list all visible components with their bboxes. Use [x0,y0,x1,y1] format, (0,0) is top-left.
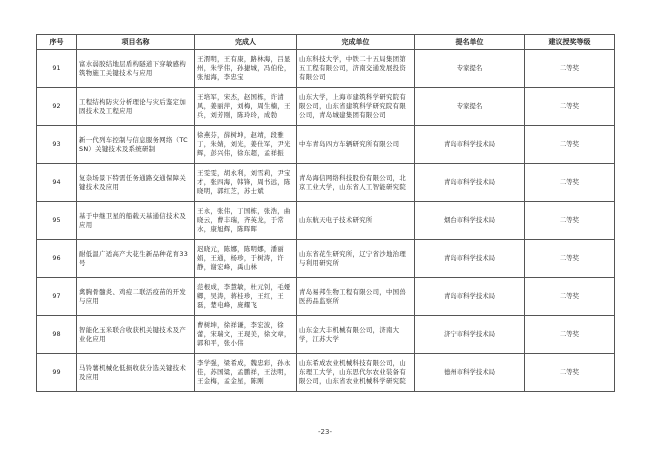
awards-table-wrapper [36,34,614,392]
row-nominator: 专家提名 [415,50,525,88]
row-award: 二等奖 [525,126,615,164]
row-units [297,316,415,354]
header-nominator: 提名单位 [415,35,525,50]
row-award: 二等奖 [525,278,615,316]
row-units-text: 山东省花生研究所，辽宁省沙地治理与利用研究所 [299,249,407,267]
row-people [195,126,297,164]
row-people-text: 王渭明，王有康，路林海，吕显州，朱学伟，孙捷城，冯伯伦，张旭海，李忠宝 [197,55,291,81]
row-project-name [77,126,195,164]
row-no: 98 [37,316,77,354]
row-units-text: 山东金大丰机械有限公司，济南大学，江苏大学 [299,325,400,343]
row-units-text: 山东航天电子技术研究所 [299,216,373,224]
row-award: 二等奖 [525,316,615,354]
row-no: 91 [37,50,77,88]
table-row [37,240,615,278]
row-people-text: 范根成，李慧敏，杜元钊，毛娅卿，吴涛，蒋桂珍，王红，王磊，楚电峰，庞耀飞 [197,283,291,309]
row-units [297,354,415,392]
table-row [37,202,615,240]
row-no: 94 [37,164,77,202]
row-nominator: 青岛市科学技术局 [415,164,525,202]
row-project-name [77,50,195,88]
table-row [37,126,615,164]
header-people: 完成人 [195,35,297,50]
row-no: 93 [37,126,77,164]
row-people [195,164,297,202]
table-row [37,278,615,316]
row-people [195,240,297,278]
header-project-name: 项目名称 [77,35,195,50]
row-project-name-text: 禽胸骨髓炎、鸡痘二联活疫苗的开发与应用 [79,287,187,305]
table-header-row [37,35,615,50]
row-project-name [77,202,195,240]
row-people-text: 徐燕芬，薛树坤，赵靖，段雅丁，朱婧，刘光，姜仕军，尹光辉，彭兴伟，徐东超，孟祥振 [197,131,291,157]
row-project-name-text: 基于中继卫星的船载天基通信技术及应用 [79,211,187,229]
row-people [195,202,297,240]
row-award: 二等奖 [525,88,615,126]
table-body [37,50,615,392]
row-project-name-text: 复杂场景下特需任务通路交通保障关键技术及应用 [79,173,187,191]
row-project-name-text: 智能化玉米联合收获机关键技术及产业化应用 [79,325,187,343]
header-no: 序号 [37,35,77,50]
row-units [297,88,415,126]
row-award: 二等奖 [525,240,615,278]
table-row [37,354,615,392]
row-units-text: 青岛海信网络科技股份有限公司，北京工业大学，山东省人工智能研究院 [299,173,407,191]
row-no: 96 [37,240,77,278]
row-project-name-text: 工程结构防灾分析理论与灾后鉴定加固技术及工程应用 [79,97,187,115]
row-nominator: 青岛市科学技术局 [415,126,525,164]
row-award: 二等奖 [525,164,615,202]
row-award: 二等奖 [525,50,615,88]
row-project-name-text: 富水弱胶结地层盾构隧道下穿敏感构筑物施工关键技术与应用 [79,59,187,77]
row-nominator: 青岛市科学技术局 [415,240,525,278]
row-nominator: 德州市科学技术局 [415,354,525,392]
row-units-text: 山东科技大学，中铁二十五局集团第五工程有限公司，济南交通发展投资有限公司 [299,55,407,81]
row-units-text: 中车青岛四方车辆研究所有限公司 [299,140,400,148]
row-units [297,126,415,164]
row-people [195,316,297,354]
row-people-text: 王永，张伟，丁国栋，张浩，曲晓云，曹丰瑞，齐英龙，于常水，康旭辉，陈晖晖 [197,207,291,233]
row-nominator: 青岛市科学技术局 [415,278,525,316]
row-award: 二等奖 [525,354,615,392]
table-row [37,88,615,126]
row-units-text: 山东大学，上海市建筑科学研究院有限公司，山东省建筑科学研究院有限公司，青岛城建集团有限公司 [299,93,407,119]
row-people [195,354,297,392]
row-people [195,88,297,126]
table-row [37,164,615,202]
row-nominator: 烟台市科学技术局 [415,202,525,240]
row-people [195,50,297,88]
row-project-name-text: 耐低温广适高产大花生新品种花育33号 [79,249,189,267]
row-project-name [77,88,195,126]
row-units-text: 青岛易邦生物工程有限公司，中国兽医药品监察所 [299,287,407,305]
row-project-name [77,278,195,316]
row-units [297,50,415,88]
row-no: 92 [37,88,77,126]
page-number: -23- [318,428,332,436]
row-nominator: 专家提名 [415,88,525,126]
row-nominator: 济宁市科学技术局 [415,316,525,354]
table-row [37,50,615,88]
row-project-name [77,316,195,354]
row-units [297,164,415,202]
header-units: 完成单位 [297,35,415,50]
row-project-name [77,240,195,278]
row-units [297,202,415,240]
row-award: 二等奖 [525,202,615,240]
row-units-text: 山东希成农业机械科技有限公司，山东理工大学，山东思代尔农业装备有限公司，山东省农业机械科学研究院 [299,359,407,385]
row-people [195,278,297,316]
table-row [37,316,615,354]
row-no: 97 [37,278,77,316]
row-people-text: 王雯雯，胡永利，刘雪莉，尹宝才，张四海，韩锋，周书远，陈晓明，郭红芝，苏士斌 [197,169,291,195]
row-people-text: 曹树坤，徐祥谦，李宏波，徐蕾，宋瑞文，王现美，徐文章，郭和平，张小伟 [197,321,291,347]
row-people-text: 王培军，宋杰，赵国栋，许清风，姜丽萍，刘梅，周生楠，王兵，刘芳刚，陈玲玲，成勃 [197,93,291,119]
row-units [297,240,415,278]
row-people-text: 迟晓元，陈娜，陈明娜，潘丽娟，王通，杨珍，于树涛，许静，谢宏峰，禹山林 [197,245,284,271]
awards-table [36,34,615,392]
row-no: 95 [37,202,77,240]
row-project-name [77,164,195,202]
header-award: 建议授奖等级 [525,35,615,50]
row-project-name-text: 新一代列车控制与信息服务网络（TCSN）关键技术及系统研制 [79,135,188,153]
row-units [297,278,415,316]
row-project-name [77,354,195,392]
row-project-name-text: 马铃薯机械化低损收获分选关键技术及应用 [79,363,187,381]
row-people-text: 李学强，梁希成，魏忠彩，孙永佳，苏国粱，孟鹏祥，王法明，王金梅，孟金星，陈刚 [197,359,291,385]
row-no: 99 [37,354,77,392]
